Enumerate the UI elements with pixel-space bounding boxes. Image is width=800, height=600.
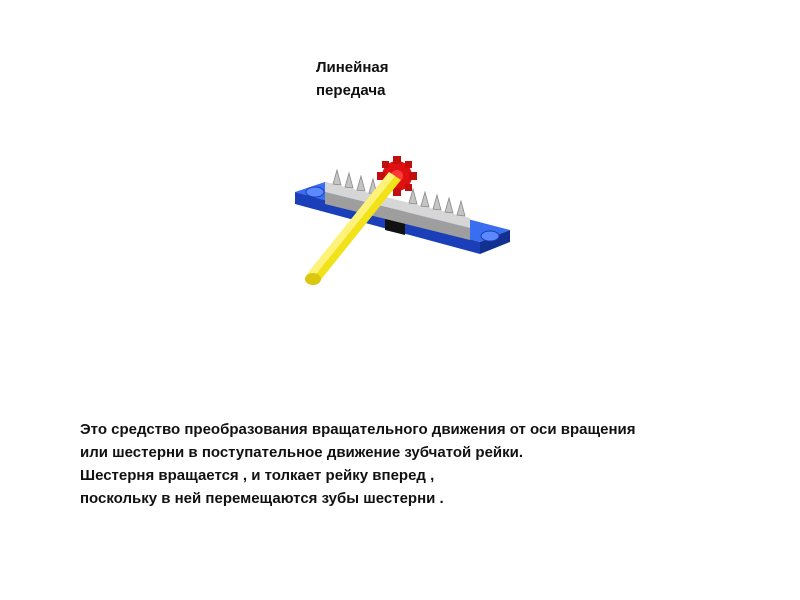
slide-title xyxy=(316,56,456,102)
rack-and-pinion-illustration xyxy=(285,150,515,300)
description-text xyxy=(80,418,740,510)
description-line-3: Шестерня вращается , и толкает рейку вперед , xyxy=(80,467,435,484)
description-line-1: Это средство преобразования вращательного движения от оси вращения xyxy=(80,421,636,438)
title-line-1: Линейная xyxy=(316,59,389,76)
title-line-2: передача xyxy=(316,82,386,99)
description-line-4: поскольку в ней перемещаются зубы шестерни . xyxy=(80,490,444,507)
description-line-2: или шестерни в поступательное движение зубчатой рейки. xyxy=(80,444,524,461)
